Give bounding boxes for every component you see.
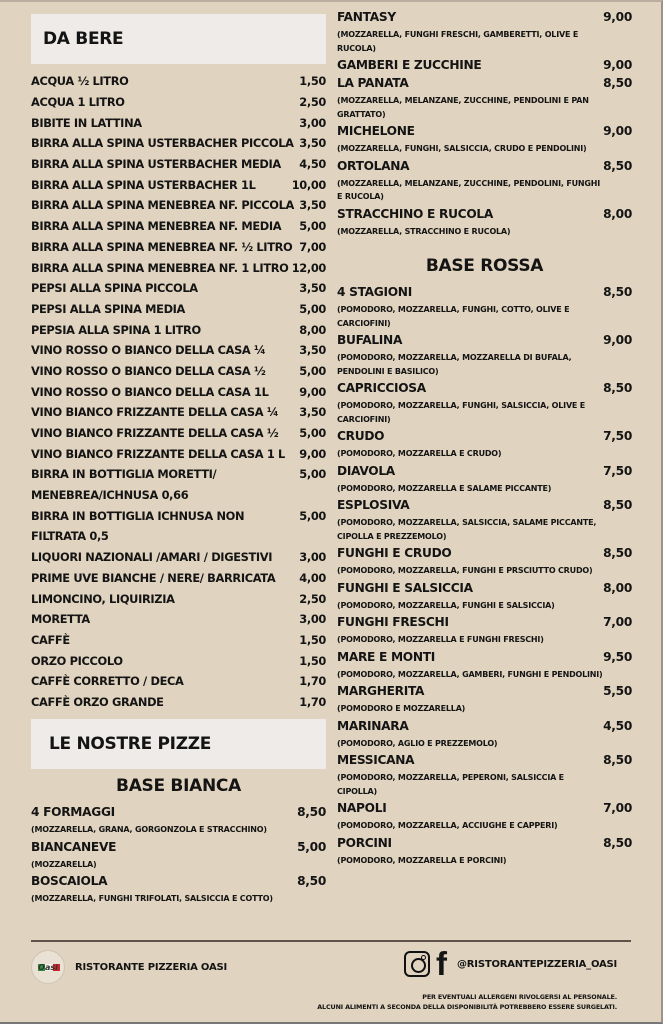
drink-name: PEPSI ALLA SPINA MEDIA xyxy=(31,301,186,316)
drink-name: MORETTA xyxy=(31,612,90,627)
pizza-name: MESSICANA xyxy=(337,753,415,767)
logo-text: Oasi xyxy=(38,962,58,972)
drink-name: VINO ROSSO O BIANCO DELLA CASA ¼ xyxy=(31,343,266,358)
pizza-price: 8,00 xyxy=(603,580,632,595)
drink-price: 5,00 xyxy=(299,363,326,378)
pizza-name: FUNGHI E CRUDO xyxy=(337,546,452,560)
pizza-name: STRACCHINO E RUCOLA xyxy=(337,206,493,221)
pizza-item xyxy=(337,799,632,834)
footer-social xyxy=(404,945,618,982)
pizza-ingredients: (POMODORO, MOZZARELLA, FUNGHI, COTTO, OLIVE E CARCIOFINI) xyxy=(337,305,570,328)
drink-row xyxy=(31,609,326,630)
pizza-ingredients: (POMODORO, MOZZARELLA, FUNGHI E SALSICCIA) xyxy=(337,600,555,610)
drink-row xyxy=(31,485,326,506)
pizza-price: 8,50 xyxy=(603,158,632,173)
pizza-ingredients: (MOZZARELLA, STRACCHINO E RUCOLA) xyxy=(337,226,511,236)
drink-name: PRIME UVE BIANCHE / NERE/ BARRICATA xyxy=(31,570,276,585)
drink-name: ACQUA 1 LITRO xyxy=(31,95,125,110)
drink-row xyxy=(31,92,326,113)
pizza-header xyxy=(337,331,632,349)
drink-price: 5,00 xyxy=(299,301,326,316)
drink-row xyxy=(31,505,326,526)
pizza-price: 7,50 xyxy=(603,463,632,478)
drink-price: 1,50 xyxy=(299,74,326,89)
drink-name: BIRRA ALLA SPINA MENEBREA NF. MEDIA xyxy=(31,219,282,234)
pizza-item xyxy=(337,283,632,331)
pizza-header xyxy=(337,379,632,397)
drink-price: 3,00 xyxy=(299,612,326,627)
drink-name: VINO BIANCO FRIZZANTE DELLA CASA ¼ xyxy=(31,405,279,420)
drink-row xyxy=(31,174,326,195)
drink-row xyxy=(31,71,326,92)
pizza-name: ORTOLANA xyxy=(337,158,410,173)
facebook-icon[interactable]: f xyxy=(436,945,447,982)
drink-price: 1,70 xyxy=(299,674,326,689)
pizza-price: 8,50 xyxy=(603,835,632,850)
pizza-item xyxy=(337,579,632,614)
pizza-name: CAPRICCIOSA xyxy=(337,381,426,395)
pizza-header xyxy=(337,648,632,666)
pizza-price: 8,50 xyxy=(603,285,632,299)
pizza-ingredients: (MOZZARELLA, GRANA, GORGONZOLA E STRACCHINO) xyxy=(31,825,267,835)
drink-row xyxy=(31,340,326,361)
pizza-name: MARE E MONTI xyxy=(337,649,436,664)
pizza-name: CRUDO xyxy=(337,429,385,443)
drink-name: CAFFÈ CORRETTO / DECA xyxy=(31,674,184,689)
pizza-header xyxy=(337,799,632,817)
drink-price: 4,00 xyxy=(299,570,326,585)
drink-name: BIRRA ALLA SPINA USTERBACHER MEDIA xyxy=(31,157,281,172)
drink-row xyxy=(31,299,326,320)
drink-name: BIRRA IN BOTTIGLIA MORETTI/ xyxy=(31,467,217,482)
pizza-header xyxy=(31,803,326,821)
pizza-ingredients: (POMODORO, MOZZARELLA E CRUDO) xyxy=(337,449,502,458)
pizza-header xyxy=(337,751,632,769)
pizza-header xyxy=(337,8,632,26)
pizza-item xyxy=(337,56,632,74)
drink-name: FILTRATA 0,5 xyxy=(31,529,109,544)
pizza-item xyxy=(31,803,326,838)
pizza-item xyxy=(337,717,632,752)
pizza-header xyxy=(337,427,632,445)
pizze-title: LE NOSTRE PIZZE xyxy=(49,734,212,755)
pizza-price: 9,00 xyxy=(603,124,632,138)
drink-row xyxy=(31,112,326,133)
drink-price: 12,00 xyxy=(291,260,326,275)
pizza-ingredients: (POMODORO, MOZZARELLA E PORCINI) xyxy=(337,855,507,865)
restaurant-logo xyxy=(31,950,65,984)
drink-row xyxy=(31,526,326,547)
drink-row xyxy=(31,588,326,609)
drink-name: ACQUA ½ LITRO xyxy=(31,74,129,89)
drink-row xyxy=(31,361,326,382)
pizza-item xyxy=(337,751,632,799)
drink-name: BIRRA IN BOTTIGLIA ICHNUSA NON xyxy=(31,508,245,523)
left-column xyxy=(31,14,326,907)
drink-name: VINO ROSSO O BIANCO DELLA CASA 1L xyxy=(31,384,269,399)
pizza-header xyxy=(337,157,632,175)
drink-row xyxy=(31,650,326,671)
drink-price: 9,00 xyxy=(299,446,326,461)
pizza-name: BIANCANEVE xyxy=(31,839,117,854)
drink-price: 5,00 xyxy=(299,426,326,441)
drink-row xyxy=(31,464,326,485)
instagram-icon[interactable] xyxy=(404,951,430,977)
pizza-price: 8,50 xyxy=(603,381,632,395)
drink-name: BIRRA ALLA SPINA USTERBACHER 1L xyxy=(31,177,256,192)
pizza-name: PORCINI xyxy=(337,835,392,850)
drink-price: 3,50 xyxy=(299,198,326,213)
pizza-header xyxy=(337,834,632,852)
drink-row xyxy=(31,568,326,589)
pizza-header xyxy=(337,496,632,514)
pizza-header xyxy=(337,205,632,223)
base-bianca-list-right xyxy=(337,8,632,239)
pizza-price: 7,00 xyxy=(603,615,632,629)
pizza-price: 4,50 xyxy=(603,718,632,733)
pizza-item xyxy=(337,613,632,648)
pizza-header xyxy=(337,682,632,700)
drink-price: 4,50 xyxy=(299,157,326,172)
drink-row xyxy=(31,423,326,444)
pizza-price: 8,50 xyxy=(603,753,632,767)
drink-row xyxy=(31,547,326,568)
pizza-price: 9,00 xyxy=(603,58,632,72)
drink-price: 3,50 xyxy=(299,343,326,358)
right-column xyxy=(337,8,632,868)
pizza-item xyxy=(337,205,632,240)
drink-name: VINO BIANCO FRIZZANTE DELLA CASA ½ xyxy=(31,426,279,441)
pizza-name: MARINARA xyxy=(337,718,409,733)
pizza-ingredients: (POMODORO, MOZZARELLA, MOZZARELLA DI BUFALA, PENDOLINI E BASILICO) xyxy=(337,353,572,376)
drink-price: 2,50 xyxy=(299,95,326,110)
pizza-price: 9,50 xyxy=(603,649,632,664)
pizza-item xyxy=(337,331,632,379)
pizza-header xyxy=(337,122,632,140)
pizza-item xyxy=(337,834,632,869)
pizza-header xyxy=(31,872,326,890)
pizza-price: 8,50 xyxy=(297,805,326,820)
pizza-price: 7,00 xyxy=(603,801,632,815)
pizza-ingredients: (MOZZARELLA, MELANZANE, ZUCCHINE, PENDOLINI E PAN GRATTATO) xyxy=(337,96,589,119)
pizza-header xyxy=(337,717,632,735)
disclaimer-line-2: ALCUNI ALIMENTI A SECONDA DELLA DISPONIBILITÀ POTREBBERO ESSERE SURGELATI. xyxy=(317,1002,617,1011)
drink-row xyxy=(31,154,326,175)
pizza-header xyxy=(337,283,632,301)
drink-name: BIRRA ALLA SPINA MENEBREA NF. PICCOLA xyxy=(31,198,294,213)
pizza-ingredients: (POMODORO, MOZZARELLA, SALSICCIA, SALAME PICCANTE, CIPOLLA E PREZZEMOLO) xyxy=(337,518,597,541)
pizza-ingredients: (POMODORO E MOZZARELLA) xyxy=(337,704,466,713)
disclaimer-line-1: PER EVENTUALI ALLERGENI RIVOLGERSI AL PERSONALE. xyxy=(422,993,617,1001)
drink-row xyxy=(31,381,326,402)
drink-price: 3,50 xyxy=(299,281,326,296)
drink-price: 5,00 xyxy=(299,219,326,234)
pizza-ingredients: (MOZZARELLA) xyxy=(31,859,97,869)
drink-price: 7,00 xyxy=(299,239,326,254)
drink-price: 3,50 xyxy=(299,136,326,151)
pizza-item xyxy=(31,838,326,873)
pizza-ingredients: (MOZZARELLA, FUNGHI TRIFOLATI, SALSICCIA E COTTO) xyxy=(31,894,273,904)
drink-price: 1,50 xyxy=(299,653,326,668)
drink-name: VINO BIANCO FRIZZANTE DELLA CASA 1 L xyxy=(31,446,285,461)
pizza-item xyxy=(337,462,632,497)
drink-price: 9,00 xyxy=(299,384,326,399)
drink-name: BIRRA ALLA SPINA USTERBACHER PICCOLA xyxy=(31,136,294,151)
pizza-name: LA PANATA xyxy=(337,76,409,90)
pizza-item xyxy=(337,648,632,683)
drink-row xyxy=(31,257,326,278)
pizza-item xyxy=(337,8,632,56)
pizza-price: 8,50 xyxy=(297,874,326,889)
pizza-name: DIAVOLA xyxy=(337,463,395,478)
pizza-price: 9,00 xyxy=(603,10,632,24)
pizze-section-header xyxy=(31,719,326,769)
pizza-ingredients: (MOZZARELLA, MELANZANE, ZUCCHINE, PENDOLINI, FUNGHI E RUCOLA) xyxy=(337,178,601,201)
pizza-price: 5,00 xyxy=(297,839,326,854)
pizza-ingredients: (POMODORO, MOZZARELLA, FUNGHI E PRSCIUTTO CRUDO) xyxy=(337,566,593,575)
drink-row xyxy=(31,319,326,340)
restaurant-name: RISTORANTE PIZZERIA OASI xyxy=(75,961,228,973)
drink-row xyxy=(31,671,326,692)
pizza-header xyxy=(337,613,632,631)
pizza-header xyxy=(337,462,632,480)
pizza-ingredients: (POMODORO, MOZZARELLA E FUNGHI FRESCHI) xyxy=(337,635,544,644)
drink-name: MENEBREA/ICHNUSA 0,66 xyxy=(31,488,189,503)
pizza-name: NAPOLI xyxy=(337,801,387,815)
drink-price: 1,50 xyxy=(299,632,326,647)
pizza-name: GAMBERI E ZUCCHINE xyxy=(337,58,482,72)
drink-price: 3,00 xyxy=(299,550,326,565)
drink-price: 10,00 xyxy=(291,177,326,192)
pizza-ingredients: (POMODORO, MOZZARELLA, ACCIUGHE E CAPPERI) xyxy=(337,821,558,830)
drink-price: 1,70 xyxy=(299,694,326,709)
base-rossa-title: BASE ROSSA xyxy=(425,256,544,276)
drink-name: VINO ROSSO O BIANCO DELLA CASA ½ xyxy=(31,363,266,378)
drink-name: BIBITE IN LATTINA xyxy=(31,115,142,130)
drink-row xyxy=(31,278,326,299)
drink-row xyxy=(31,630,326,651)
drink-name: BIRRA ALLA SPINA MENEBREA NF. 1 LITRO xyxy=(31,260,289,275)
pizza-ingredients: (POMODORO, AGLIO E PREZZEMOLO) xyxy=(337,738,498,748)
base-bianca-title: BASE BIANCA xyxy=(116,776,241,797)
social-handle[interactable]: @RISTORANTEPIZZERIA_OASI xyxy=(457,958,618,970)
pizza-name: FANTASY xyxy=(337,10,396,24)
pizza-name: 4 FORMAGGI xyxy=(31,805,115,820)
pizza-item xyxy=(337,682,632,717)
pizza-header xyxy=(337,56,632,74)
pizza-price: 5,50 xyxy=(603,684,632,698)
drink-row xyxy=(31,402,326,423)
drink-row xyxy=(31,216,326,237)
pizza-item xyxy=(337,379,632,427)
pizza-header xyxy=(31,838,326,856)
pizza-ingredients: (MOZZARELLA, FUNGHI FRESCHI, GAMBERETTI, OLIVE E RUCOLA) xyxy=(337,30,579,53)
pizza-name: FUNGHI E SALSICCIA xyxy=(337,580,473,595)
drink-row xyxy=(31,692,326,713)
pizza-name: BUFALINA xyxy=(337,333,403,347)
pizza-price: 8,00 xyxy=(603,206,632,221)
drink-name: BIRRA ALLA SPINA MENEBREA NF. ½ LITRO xyxy=(31,239,293,254)
drink-name: LIMONCINO, LIQUIRIZIA xyxy=(31,591,175,606)
base-rossa-list xyxy=(337,283,632,868)
pizza-item xyxy=(337,544,632,579)
drinks-section-header xyxy=(31,14,326,64)
drink-name: ORZO PICCOLO xyxy=(31,653,123,668)
pizza-price: 8,50 xyxy=(603,76,632,90)
pizza-item xyxy=(337,122,632,157)
pizza-header xyxy=(337,579,632,597)
drink-name: CAFFÈ xyxy=(31,632,70,647)
drinks-title: DA BERE xyxy=(43,29,124,49)
drink-name: CAFFÈ ORZO GRANDE xyxy=(31,694,164,709)
pizza-item xyxy=(337,74,632,122)
drink-price: 5,00 xyxy=(299,508,326,523)
drink-row xyxy=(31,195,326,216)
pizza-ingredients: (POMODORO, MOZZARELLA, GAMBERI, FUNGHI E PENDOLINI) xyxy=(337,669,603,679)
pizza-header xyxy=(337,544,632,562)
pizza-ingredients: (POMODORO, MOZZARELLA, PEPERONI, SALSICCIA E CIPOLLA) xyxy=(337,773,564,796)
drink-price: 2,50 xyxy=(299,591,326,606)
pizza-ingredients: (POMODORO, MOZZARELLA, FUNGHI, SALSICCIA, OLIVE E CARCIOFINI) xyxy=(337,401,586,424)
base-bianca-list-left xyxy=(31,803,326,907)
pizza-name: BOSCAIOLA xyxy=(31,874,108,889)
pizza-item xyxy=(337,427,632,462)
pizza-ingredients: (MOZZARELLA, FUNGHI, SALSICCIA, CRUDO E PENDOLINI) xyxy=(337,144,587,153)
pizza-name: FUNGHI FRESCHI xyxy=(337,615,449,629)
pizza-item xyxy=(31,872,326,907)
pizza-item xyxy=(337,496,632,544)
pizza-price: 9,00 xyxy=(603,333,632,347)
drink-name: PEPSIA ALLA SPINA 1 LITRO xyxy=(31,322,201,337)
pizza-price: 8,50 xyxy=(603,546,632,560)
drink-price: 3,50 xyxy=(299,405,326,420)
drink-price: 3,00 xyxy=(299,115,326,130)
drink-row xyxy=(31,443,326,464)
allergen-disclaimer xyxy=(317,993,617,1012)
drinks-list xyxy=(31,71,326,712)
pizza-name: ESPLOSIVA xyxy=(337,498,410,512)
footer-divider xyxy=(31,940,631,942)
pizza-name: 4 STAGIONI xyxy=(337,285,412,299)
drink-name: LIQUORI NAZIONALI /AMARI / DIGESTIVI xyxy=(31,550,273,565)
pizza-name: MARGHERITA xyxy=(337,684,425,698)
drink-row xyxy=(31,237,326,258)
drink-price: 5,00 xyxy=(299,467,326,482)
pizza-price: 8,50 xyxy=(603,498,632,512)
pizza-ingredients: (POMODORO, MOZZARELLA E SALAME PICCANTE) xyxy=(337,483,552,493)
drink-row xyxy=(31,133,326,154)
pizza-price: 7,50 xyxy=(603,429,632,443)
pizza-item xyxy=(337,157,632,205)
pizza-name: MICHELONE xyxy=(337,124,415,138)
footer-brand xyxy=(31,950,227,984)
pizza-header xyxy=(337,74,632,92)
drink-name: PEPSI ALLA SPINA PICCOLA xyxy=(31,281,198,296)
drink-price: 8,00 xyxy=(299,322,326,337)
